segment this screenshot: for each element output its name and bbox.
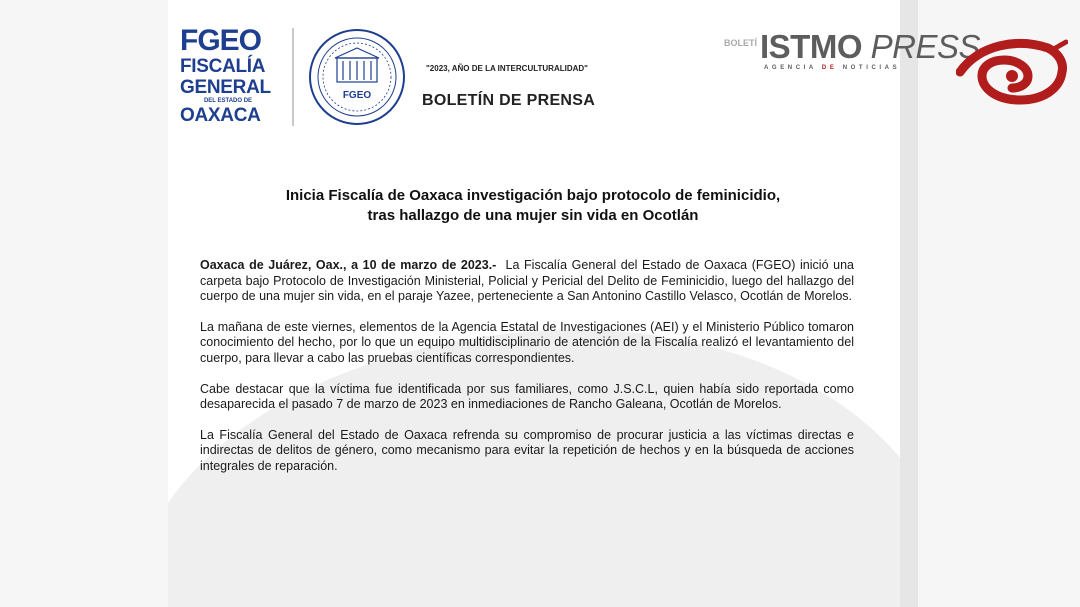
year-motto: "2023, AÑO DE LA INTERCULTURALIDAD" xyxy=(426,64,588,73)
seal-label: FGEO xyxy=(342,90,372,101)
fgeo-line-2: GENERAL xyxy=(180,77,271,98)
fgeo-mark: FGEO xyxy=(180,24,262,57)
bulletin-title: BOLETÍN DE PRENSA xyxy=(422,92,596,109)
article-body xyxy=(200,258,854,490)
dateline: Oaxaca de Juárez, Oax., a 10 de marzo de 2023.- xyxy=(200,258,497,272)
paragraph-2: La mañana de este viernes, elementos de la Agencia Estatal de Investigaciones (AEI) y el Ministerio Público tomaron conocimiento del hecho, por lo que un equipo multidisciplinario de atención de la Fiscalía realizó el levantamiento del cuerpo, para llevar a cabo las pruebas científicas correspondientes. xyxy=(200,319,854,365)
fgeo-small-text: DEL ESTADO DE xyxy=(203,98,253,104)
istmo-press-tagline xyxy=(764,65,900,71)
paragraph-4: La Fiscalía General del Estado de Oaxaca refrenda su compromiso de procurar justicia a las víctimas directas e indirectas de delitos de género, como mecanismo para evitar la repetición de hechos y en la búsqueda de acciones integrales de reparación. xyxy=(200,427,854,473)
tagline-part-b: DE xyxy=(821,65,838,71)
title-line-1: Inicia Fiscalía de Oaxaca investigación bajo protocolo de feminicidio, xyxy=(285,187,781,204)
tagline-part-c: NOTICIAS xyxy=(837,65,901,71)
bulletin-ghost-text: BOLETÍ xyxy=(724,38,757,48)
paragraph-1 xyxy=(200,258,854,305)
istmo-name-italic: PRESS xyxy=(870,28,981,65)
tagline-part-a: AGENCIA xyxy=(764,65,822,71)
fgeo-line-1: FISCALÍA xyxy=(180,56,266,77)
fgeo-state: OAXACA xyxy=(180,105,261,126)
istmo-press-name xyxy=(760,28,980,66)
istmo-name-bold: ISTMO xyxy=(760,28,862,65)
title-line-2: tras hallazgo de una mujer sin vida en Ocotlán xyxy=(367,207,699,224)
fgeo-logo xyxy=(180,26,284,126)
article-title xyxy=(208,186,858,226)
background-left xyxy=(0,0,168,607)
header-divider xyxy=(292,28,294,126)
istmo-eye-icon xyxy=(956,36,1068,108)
fgeo-seal-icon xyxy=(308,28,406,126)
paragraph-1-text: La Fiscalía General del Estado de Oaxaca (FGEO) inició una carpeta bajo Protocolo de Investigación Ministerial, Policial y Pericial del Delito de Feminicidio, luego del hallazgo del cuerpo de una mujer sin vida, en el paraje Yazee, perteneciente a San Antonino Castillo Velasco, Ocotlán de Morelos. xyxy=(200,258,854,304)
paragraph-3: Cabe destacar que la víctima fue identificada por sus familiares, como J.S.C.L, quien había sido reportada como desaparecida el pasado 7 de marzo de 2023 en inmediaciones de Rancho Galeana, Ocotlán de Morelos. xyxy=(200,381,854,412)
istmo-press-watermark xyxy=(760,24,1070,114)
